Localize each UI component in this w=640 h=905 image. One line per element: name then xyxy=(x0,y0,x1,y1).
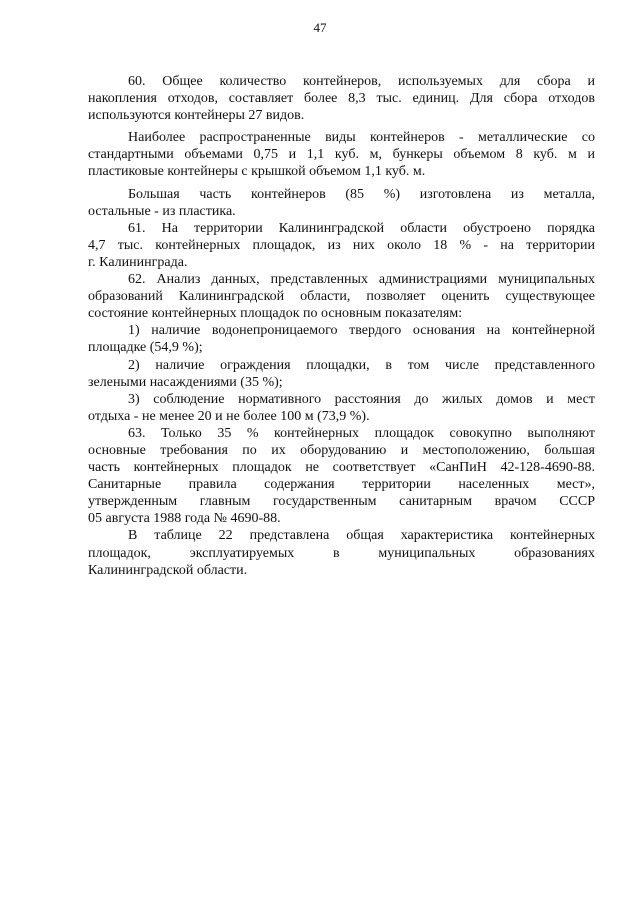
text-line: остальные - из пластика. xyxy=(88,203,236,219)
page-number: 47 xyxy=(313,20,327,35)
text-line: основные требования по их оборудованию и местоположению, большая xyxy=(88,442,595,458)
text-line: 3) соблюдение нормативного расстояния до жилых домов и мест xyxy=(128,391,595,407)
text-line: накопления отходов, составляет более 8,3 тыс. единиц. Для сбора отходов xyxy=(88,91,595,107)
text-line: Наиболее распространенные виды контейнеров - металлические со xyxy=(128,130,595,146)
text-line: часть контейнерных площадок не соответствует «СанПиН 42-128-4690-88. xyxy=(88,460,595,476)
text-line: используются контейнеры 27 видов. xyxy=(88,108,305,124)
text-line: стандартными объемами 0,75 и 1,1 куб. м, бункеры объемом 8 куб. м и xyxy=(88,147,595,163)
text-line: зелеными насаждениями (35 %); xyxy=(88,374,283,390)
text-line: г. Калининграда. xyxy=(88,254,188,270)
text-line: пластиковые контейнеры с крышкой объемом 1,1 куб. м. xyxy=(88,164,426,180)
text-line: 61. На территории Калининградской области обустроено порядка xyxy=(128,220,595,236)
text-line: Калининградской области. xyxy=(88,562,248,578)
text-line: Большая часть контейнеров (85 %) изготовлена из металла, xyxy=(128,186,595,202)
text-line: площадке (54,9 %); xyxy=(88,340,203,356)
text-line: утвержденным главным государственным санитарным врачом СССР xyxy=(88,494,595,510)
text-line: отдыха - не менее 20 и не более 100 м (73,9 %). xyxy=(88,408,370,424)
text-line: Санитарные правила содержания территории населенных мест», xyxy=(88,477,595,493)
text-line: 62. Анализ данных, представленных администрациями муниципальных xyxy=(128,272,595,288)
text-line: 2) наличие ограждения площадки, в том числе представленного xyxy=(128,357,595,373)
text-line: состояние контейнерных площадок по основным показателям: xyxy=(88,306,463,322)
text-line: В таблице 22 представлена общая характеристика контейнерных xyxy=(128,528,595,544)
text-line: 1) наличие водонепроницаемого твердого основания на контейнерной xyxy=(128,323,595,339)
text-line: 4,7 тыс. контейнерных площадок, из них около 18 % - на территории xyxy=(88,237,595,253)
text-line: 63. Только 35 % контейнерных площадок совокупно выполняют xyxy=(128,425,595,441)
document-body xyxy=(88,73,595,579)
text-line: 05 августа 1988 года № 4690-88. xyxy=(88,511,281,527)
text-line: образований Калининградской области, позволяет оценить существующее xyxy=(88,289,595,305)
text-line: 60. Общее количество контейнеров, используемых для сбора и xyxy=(128,74,595,89)
text-line: площадок, эксплуатируемых в муниципальных образованиях xyxy=(88,545,595,561)
